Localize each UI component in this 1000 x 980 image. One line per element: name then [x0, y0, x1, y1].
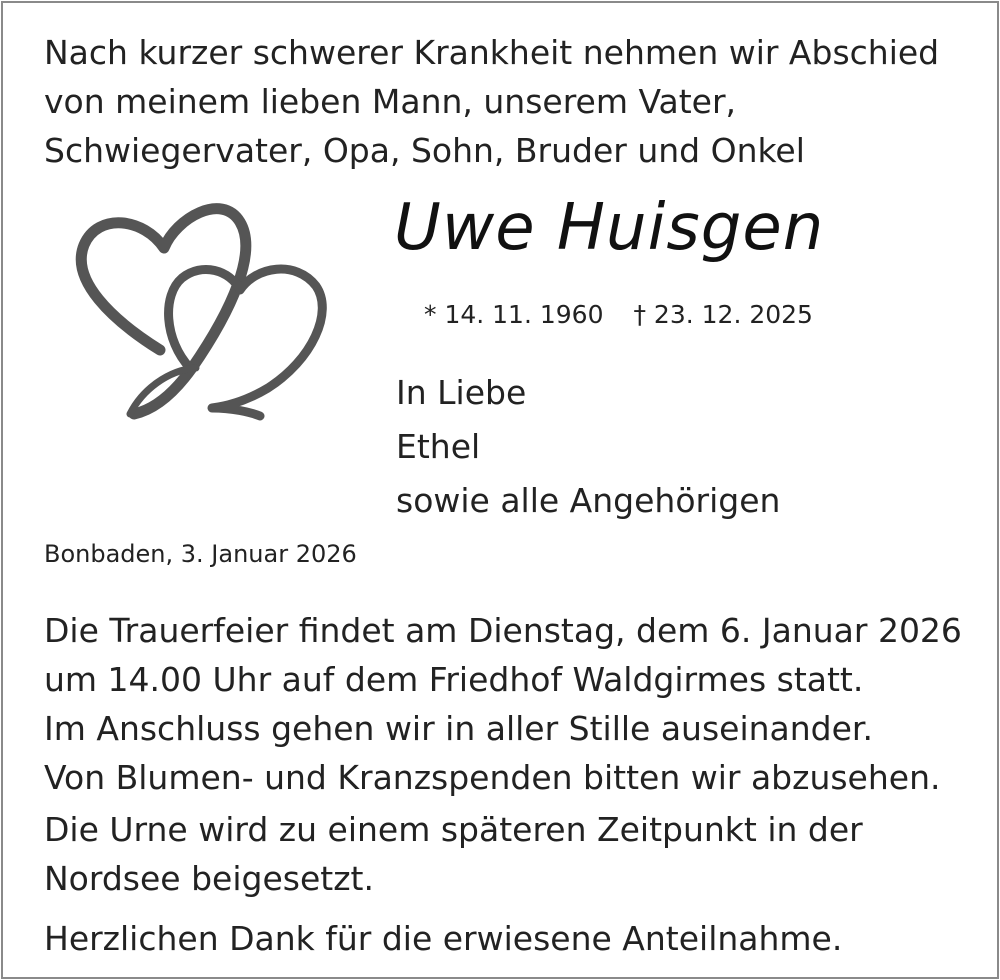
intro-text [44, 28, 939, 175]
funeral-line: Im Anschluss gehen wir in aller Stille auseinander. [44, 709, 873, 748]
place-date: Bonbaden, 3. Januar 2026 [44, 540, 357, 568]
urn-info [44, 805, 863, 903]
intro-line: Nach kurzer schwerer Krankheit nehmen wir Abschied [44, 33, 940, 72]
mourners-line: Ethel [396, 427, 481, 466]
mourners-line: In Liebe [396, 373, 527, 412]
life-dates [424, 302, 813, 327]
deceased-name: Uwe Huisgen [394, 191, 825, 265]
mourners-line: sowie alle Angehörigen [396, 481, 781, 520]
funeral-line: um 14.00 Uhr auf dem Friedhof Waldgirmes statt. [44, 660, 864, 699]
death-date: † 23. 12. 2025 [633, 300, 813, 329]
funeral-line: Von Blumen- und Kranzspenden bitten wir abzusehen. [44, 758, 941, 797]
birth-date: * 14. 11. 1960 [424, 300, 604, 329]
urn-line: Die Urne wird zu einem späteren Zeitpunkt in der [44, 810, 863, 849]
intro-line: Schwiegervater, Opa, Sohn, Bruder und Onkel [44, 131, 805, 170]
thanks-text: Herzlichen Dank für die erwiesene Anteilnahme. [44, 919, 843, 958]
intertwined-hearts-icon [72, 200, 332, 430]
urn-line: Nordsee beigesetzt. [44, 859, 374, 898]
intro-line: von meinem lieben Mann, unserem Vater, [44, 82, 737, 121]
funeral-line: Die Trauerfeier findet am Dienstag, dem 6. Januar 2026 [44, 611, 962, 650]
funeral-info [44, 606, 962, 802]
mourners-block [396, 366, 780, 528]
